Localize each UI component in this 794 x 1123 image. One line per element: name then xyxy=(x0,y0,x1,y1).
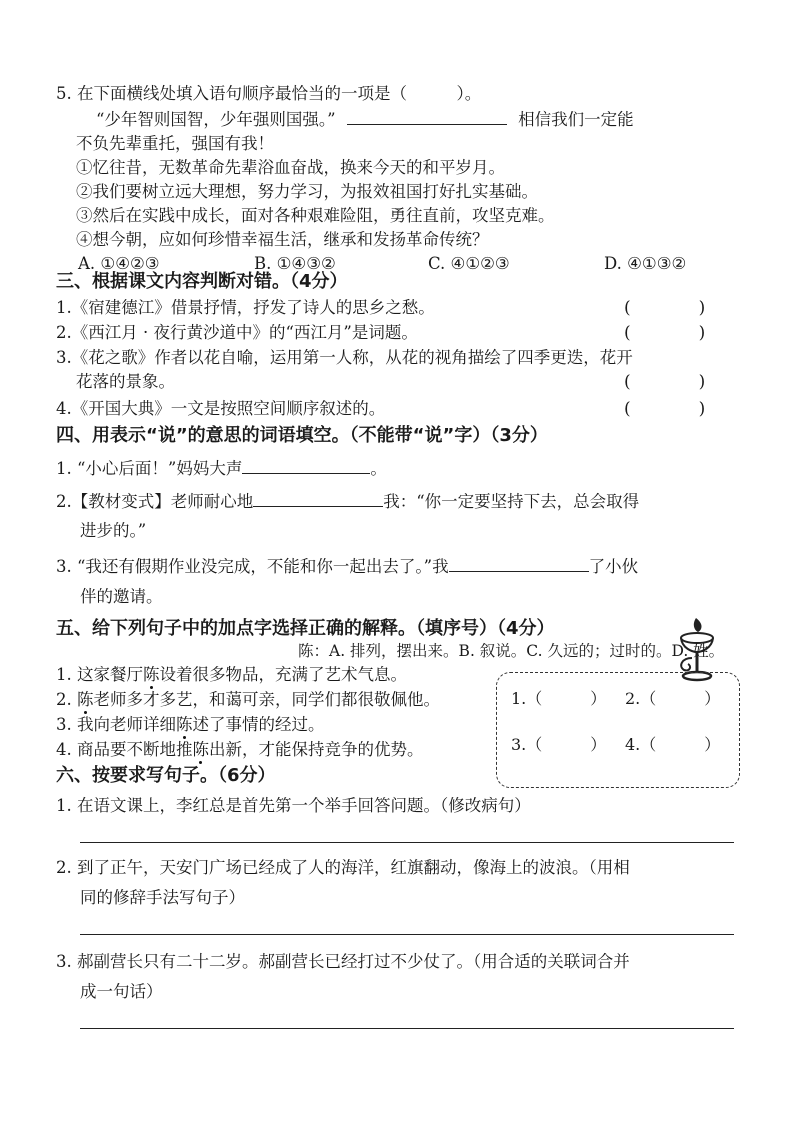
s5-answer-1[interactable]: 1.（ ） xyxy=(511,689,607,708)
s5-s4-dotted-char: 陈 xyxy=(192,740,209,759)
s4-q1-end: 。 xyxy=(370,459,387,478)
s4-q1-text: 1. “小心后面！”妈妈大声 xyxy=(56,459,243,478)
s5-s3-post: 述了事情的经过。 xyxy=(192,715,325,734)
q5-option-4: ④想今朝，应如何珍惜幸福生活，继承和发扬革命传统？ xyxy=(76,230,489,249)
q5-quote-start: “少年智则国智，少年强则国强。” xyxy=(96,110,336,129)
q5-quote-end: 相信我们一定能 xyxy=(518,110,634,129)
s4-q1-blank[interactable] xyxy=(242,457,370,474)
s4-q2-end: 我：“你一定要坚持下去，总会取得 xyxy=(383,492,640,511)
s3-item-4: 4.《开国大典》一文是按照空间顺序叙述的。 xyxy=(56,399,386,418)
s4-q3-cont: 伴的邀请。 xyxy=(80,587,163,606)
s3-item-1: 1.《宿建德江》借景抒情，抒发了诗人的思乡之愁。 xyxy=(56,298,435,317)
s5-answer-box xyxy=(496,672,740,788)
s4-q3-blank[interactable] xyxy=(449,555,589,572)
section6-title: 六、按要求写句子。（6分） xyxy=(56,765,276,786)
s6-q1-answer-line[interactable] xyxy=(80,842,734,843)
s4-q2 xyxy=(56,490,639,513)
section4-title: 四、用表示“说”的意思的词语填空。（不能带“说”字）（3分） xyxy=(56,425,548,446)
s3-paren-3[interactable]: ( ) xyxy=(624,372,706,392)
q5-option-1: ①忆往昔，无数革命先辈浴血奋战，换来今天的和平岁月。 xyxy=(76,158,505,177)
s5-s1-post: 设着很多物品，充满了艺术气息。 xyxy=(159,665,407,684)
s4-q3-end: 了小伙 xyxy=(588,557,639,576)
s6-q3-answer-line[interactable] xyxy=(80,1028,734,1029)
s6-q2: 2. 到了正午，天安门广场已经成了人的海洋，红旗翻动，像海上的波浪。（用相 xyxy=(56,858,630,877)
q5-choice-b[interactable]: B. ①④③② xyxy=(254,254,336,273)
section3-title: 三、根据课文内容判断对错。（4分） xyxy=(56,271,348,292)
s5-answer-3[interactable]: 3.（ ） xyxy=(511,735,607,754)
s3-item-3-cont: 花落的景象。 xyxy=(76,372,175,391)
s5-sentence-4 xyxy=(56,739,424,761)
s5-s4-pre: 4. 商品要不断地推 xyxy=(56,740,193,759)
q5-quote-line xyxy=(96,108,634,131)
s4-q3-text: 3. “我还有假期作业没完成，不能和你一起出去了。”我 xyxy=(56,557,449,576)
s6-q3-cont: 成一句话） xyxy=(80,982,163,1001)
s5-s1-dotted-char: 陈 xyxy=(143,665,160,684)
s5-s2-pre: 2. xyxy=(56,690,77,709)
s5-definitions: 陈：A. 排列，摆出来。B. 叙说。C. 久远的；过时的。D. 姓。 xyxy=(298,642,725,660)
s5-s1-pre: 1. 这家餐厅 xyxy=(56,665,143,684)
s3-item-2: 2.《西江月 · 夜行黄沙道中》的“西江月”是词题。 xyxy=(56,323,418,342)
q5-option-3: ③然后在实践中成长，面对各种艰难险阻，勇往直前，攻坚克难。 xyxy=(76,206,555,225)
s4-q2-cont: 进步的。” xyxy=(80,521,147,540)
s5-s4-post: 出新，才能保持竞争的优势。 xyxy=(209,740,424,759)
q5-blank[interactable] xyxy=(347,108,507,125)
s5-answer-4[interactable]: 4.（ ） xyxy=(625,735,721,754)
s5-answer-2[interactable]: 2.（ ） xyxy=(625,689,721,708)
q5-option-2: ②我们要树立远大理想，努力学习，为报效祖国打好扎实基础。 xyxy=(76,182,538,201)
section5-title: 五、给下列句子中的加点字选择正确的解释。（填序号）（4分） xyxy=(56,618,555,639)
s5-sentence-3 xyxy=(56,714,325,736)
s3-paren-4[interactable]: ( ) xyxy=(624,399,706,419)
s5-sentence-1 xyxy=(56,664,407,686)
q5-choice-c[interactable]: C. ④①②③ xyxy=(428,254,510,273)
s4-q1 xyxy=(56,457,387,480)
s4-q2-text: 2.【教材变式】老师耐心地 xyxy=(56,492,254,511)
q5-choice-d[interactable]: D. ④①③② xyxy=(604,254,687,273)
s3-paren-2[interactable]: ( ) xyxy=(624,323,706,343)
s5-s2-post: 老师多才多艺，和蔼可亲，同学们都很敬佩他。 xyxy=(93,690,440,709)
s5-s3-pre: 3. 我向老师详细 xyxy=(56,715,176,734)
s6-q1: 1. 在语文课上，李红总是首先第一个举手回答问题。（修改病句） xyxy=(56,796,531,815)
s5-s2-dotted-char: 陈 xyxy=(77,690,94,709)
s6-q2-answer-line[interactable] xyxy=(80,934,734,935)
s4-q2-blank[interactable] xyxy=(253,490,383,507)
s3-item-3: 3.《花之歌》作者以花自喻，运用第一人称，从花的视角描绘了四季更迭，花开 xyxy=(56,348,633,367)
s4-q3 xyxy=(56,555,638,578)
s5-sentence-2 xyxy=(56,689,440,711)
s5-s3-dotted-char: 陈 xyxy=(176,715,193,734)
s3-paren-1[interactable]: ( ) xyxy=(624,298,706,318)
q5-stem: 5. 在下面横线处填入语句顺序最恰当的一项是（ ）。 xyxy=(56,84,482,103)
s6-q3: 3. 郝副营长只有二十二岁。郝副营长已经打过不少仗了。（用合适的关联词合并 xyxy=(56,952,630,971)
s6-q2-cont: 同的修辞手法写句子） xyxy=(80,888,245,907)
q5-quote-cont: 不负先辈重托，强国有我！ xyxy=(76,134,274,153)
q5-choice-a[interactable]: A. ①④②③ xyxy=(78,254,160,273)
